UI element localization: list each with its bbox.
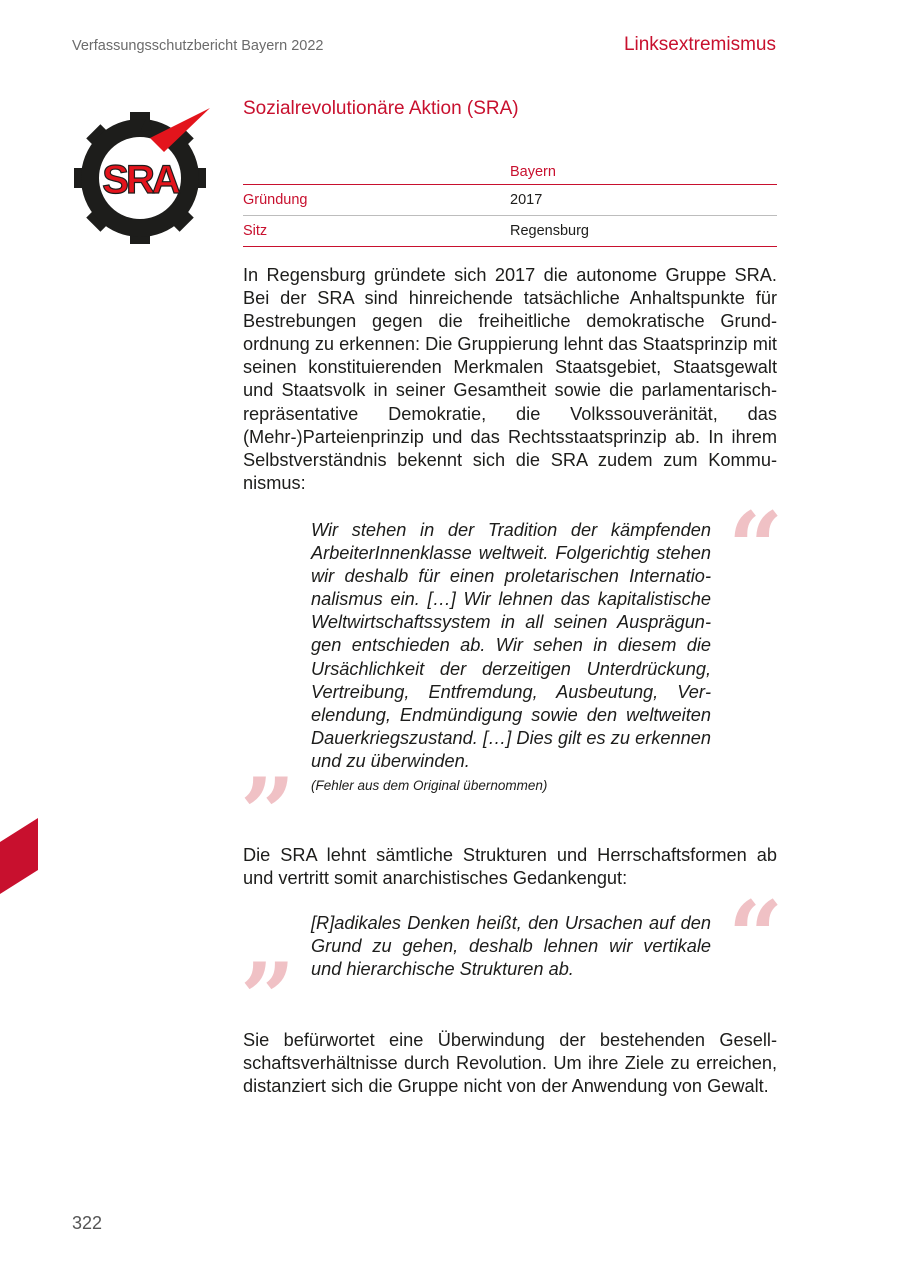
table-row-value: Regensburg (510, 223, 589, 239)
table-row-label: Sitz (243, 223, 268, 239)
chapter-side-tab (0, 818, 38, 894)
table-column-header: Bayern (510, 164, 556, 180)
paragraph-revolution: Sie befürwortet eine Überwindung der bestehenden Gesellschaftsverhältnisse durch Revolution. Um ihre Ziele zu erreichen, distanziert sich die Gruppe nicht von der Anwendung von Gewalt. (243, 1030, 777, 1097)
paragraph-intro: In Regensburg gründete sich 2017 die autonome Gruppe SRA. Bei der SRA sind hinreichende tatsächliche Anhaltspunkte für Bestrebungen gegen die freiheitliche demokratische Grundordnung zu erkennen: Die Gruppierung lehnt das Staatsprinzip mit seinen konstituierenden Merkmalen Staatsgebiet, Staatsgewalt und Staatsvolk in seiner Gesamtheit sowie die parlamentarisch-repräsentative Demokratie, die Volkssouveränität, das (Mehr-)Parteienprinzip und das Rechtsstaatsprinzip ab. In ihrem Selbstverständnis bekennt sich die SRA zudem zum Kommunismus: (243, 265, 777, 493)
table-row (243, 185, 777, 216)
report-title: Verfassungsschutzbericht Bayern 2022 (72, 38, 324, 54)
open-quote-icon: “ (728, 491, 784, 604)
sra-gear-logo-icon (68, 100, 218, 245)
close-quote-icon: ” (240, 757, 296, 870)
quote-note: (Fehler aus dem Original übernommen) (311, 778, 548, 793)
logo-text: SRA (102, 158, 178, 202)
close-quote-icon: ” (240, 942, 296, 1055)
paragraph-anarchism: Die SRA lehnt sämtliche Strukturen und Herrschaftsformen ab und vertritt somit anarchistisches Gedankengut: (243, 845, 777, 889)
table-header-empty (243, 152, 510, 185)
quote-communism: Wir stehen in der Tradition der kämpfenden ArbeiterInnenklasse weltweit. Folgerichtig stehen wir deshalb für einen proletarischen Internationalismus ein. […] Wir lehnen das kapitalistische Weltwirtschaftssystem in all seinen Ausprägungen entschieden ab. Wir sehen in diesem die Ursächlichkeit der derzeitigen Unterdrückung, Vertreibung, Entfremdung, Ausbeutung, Verelendung, Endmündigung sowie den weltweiten Dauerkriegszustand. […] Dies gilt es zu erkennen und zu überwinden. (311, 520, 711, 771)
organization-info-table (243, 152, 777, 247)
table-row-value: 2017 (510, 192, 543, 208)
side-tab-shape (0, 818, 38, 894)
table-header-row (243, 152, 777, 185)
chapter-title: Linksextremismus (623, 34, 776, 55)
section-title: Sozialrevolutionäre Aktion (SRA) (243, 98, 519, 119)
table-row-label: Gründung (243, 192, 308, 208)
open-quote-icon: “ (728, 880, 784, 993)
page-number: 322 (72, 1213, 103, 1233)
table-row (243, 216, 777, 247)
quote-radical-thinking: [R]adikales Denken heißt, den Ursachen auf den Grund zu gehen, deshalb lehnen wir vertikale und hierarchische Strukturen ab. (311, 913, 711, 980)
